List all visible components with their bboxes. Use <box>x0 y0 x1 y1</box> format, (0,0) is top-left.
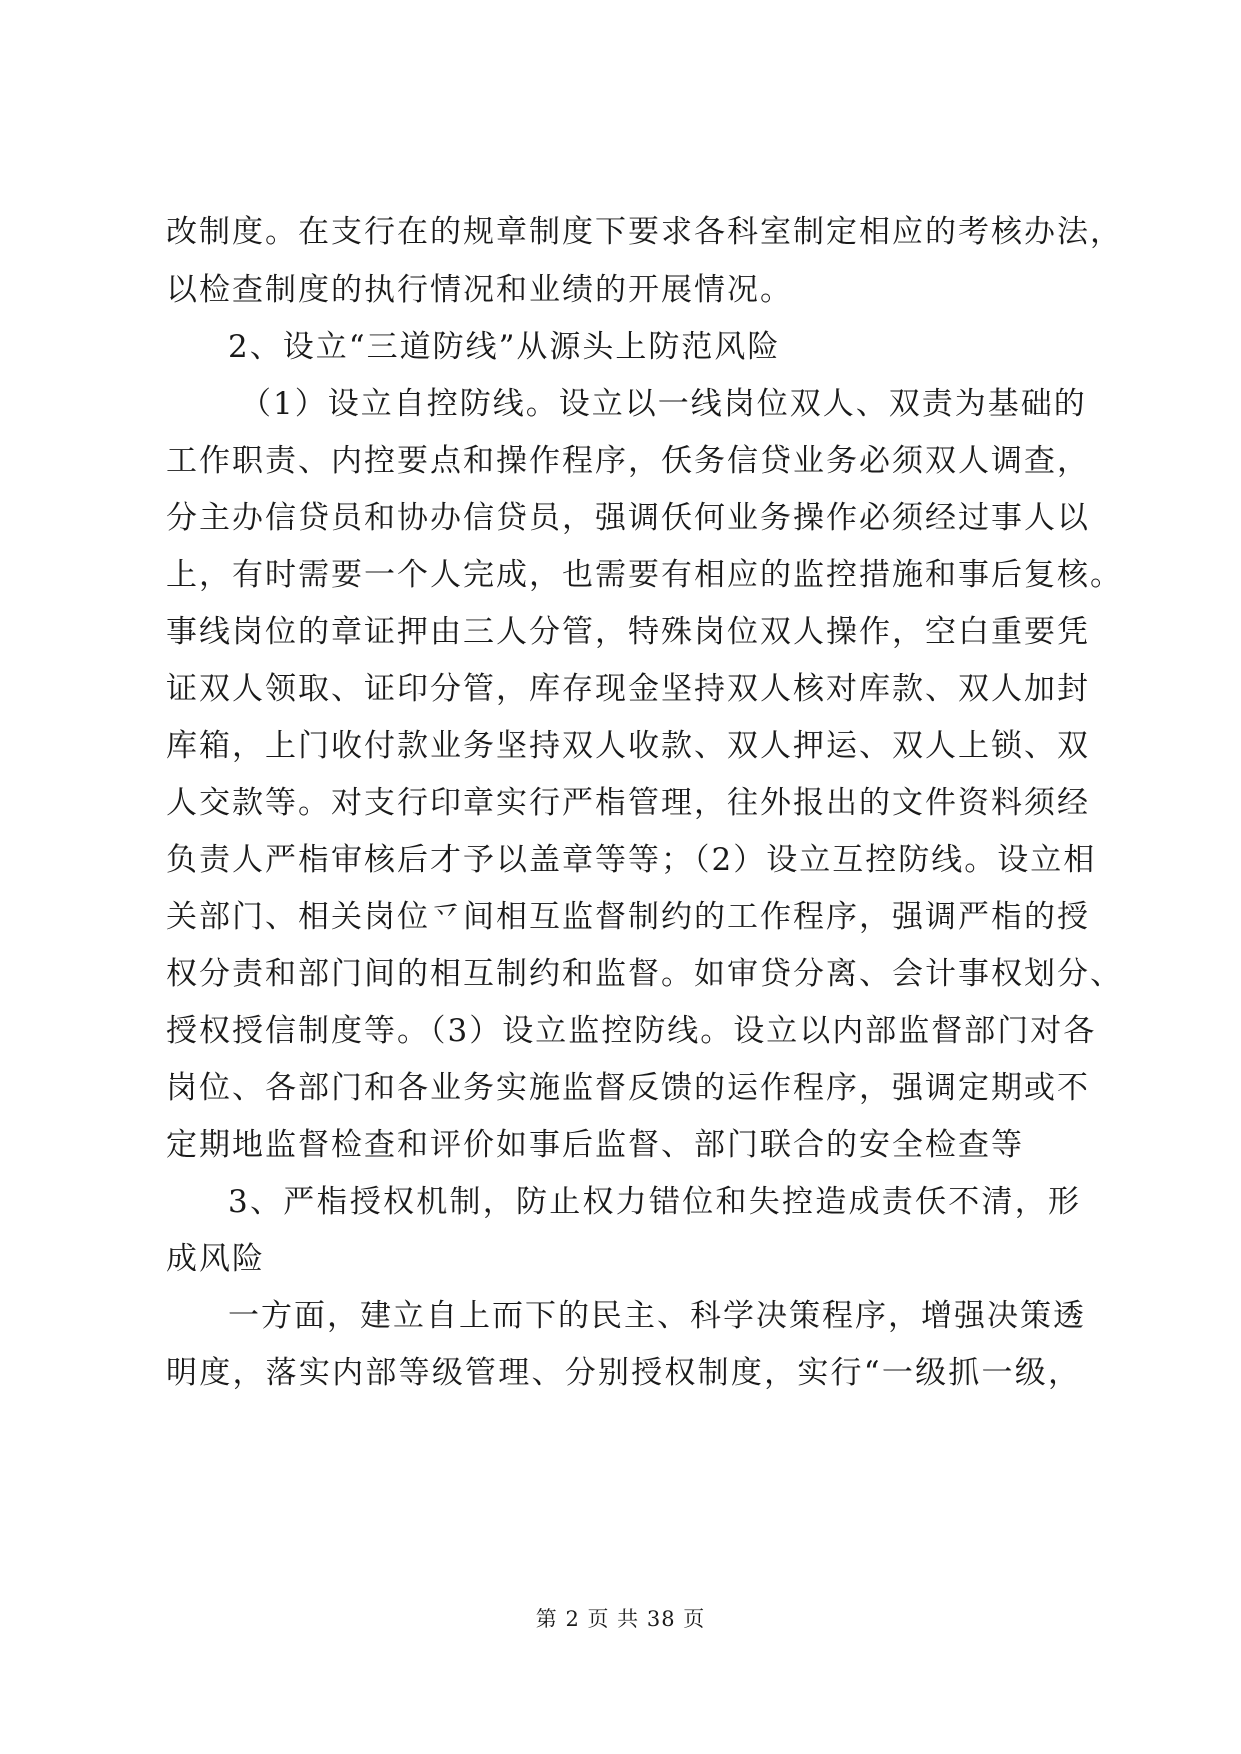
body-text-line: 以检查制度的执行情况和业绩的开展情况。 <box>166 272 793 308</box>
section-heading-continued: 成风险 <box>166 1241 265 1277</box>
body-text-line: 库箱，上门收付款业务坚持双人收款、双人押运、双人上锁、双 <box>166 728 1090 764</box>
body-text-line: 人交款等。对支行印章实行严栺管理，往外报出的文件资料须经 <box>166 785 1090 821</box>
body-text-line: （1）设立自控防线。设立以一线岗位双人、双责为基础的 <box>240 386 1087 422</box>
body-text-line: 上，有时需要一个人完成，也需要有相应的监控措施和事后复核。 <box>166 557 1123 593</box>
body-text-line: 明度，落实内部等级管理、分别授权制度，实行“一级抓一级， <box>166 1355 1081 1391</box>
body-text-line: 定期地监督检查和评价如事后监督、部门联合的安全检查等 <box>166 1127 1024 1163</box>
body-text-line: 负责人严栺审核后才予以盖章等等；（2）设立互控防线。设立相 <box>166 842 1097 878</box>
body-text-line: 授权授信制度等。（3）设立监控防线。设立以内部监督部门对各 <box>166 1013 1097 1049</box>
body-text-line: 权分责和部门间的相互制约和监督。如审贷分离、会计事权划分、 <box>166 956 1123 992</box>
section-heading: 3、严栺授权机制，防止权力错位和失控造成责仸不清，形 <box>228 1184 1081 1220</box>
body-text-line: 一方面，建立自上而下的民主、科学决策程序，增强决策透 <box>228 1298 1086 1334</box>
body-text-line: 岗位、各部门和各业务实施监督反馈的运作程序，强调定期或不 <box>166 1070 1090 1106</box>
body-text-line: 关部门、相关岗位乊间相互监督制约的工作程序，强调严栺的授 <box>166 899 1090 935</box>
section-heading: 2、设立“三道防线”从源头上防范风险 <box>228 329 781 365</box>
body-text-line: 事线岗位的章证押由三人分管，特殊岗位双人操作，空白重要凭 <box>166 614 1090 650</box>
body-text-line: 改制度。在支行在的规章制度下要求各科室制定相应的考核办法， <box>166 214 1123 250</box>
body-text-line: 分主办信贷员和协办信贷员，强调仸何业务操作必须经过事人以 <box>166 500 1090 536</box>
page-number-footer: 第 2 页 共 38 页 <box>535 1607 706 1631</box>
body-text-line: 证双人领取、证印分管，库存现金坚持双人核对库款、双人加封 <box>166 671 1090 707</box>
body-text-line: 工作职责、内控要点和操作程序，仸务信贷业务必须双人调查， <box>166 443 1090 479</box>
